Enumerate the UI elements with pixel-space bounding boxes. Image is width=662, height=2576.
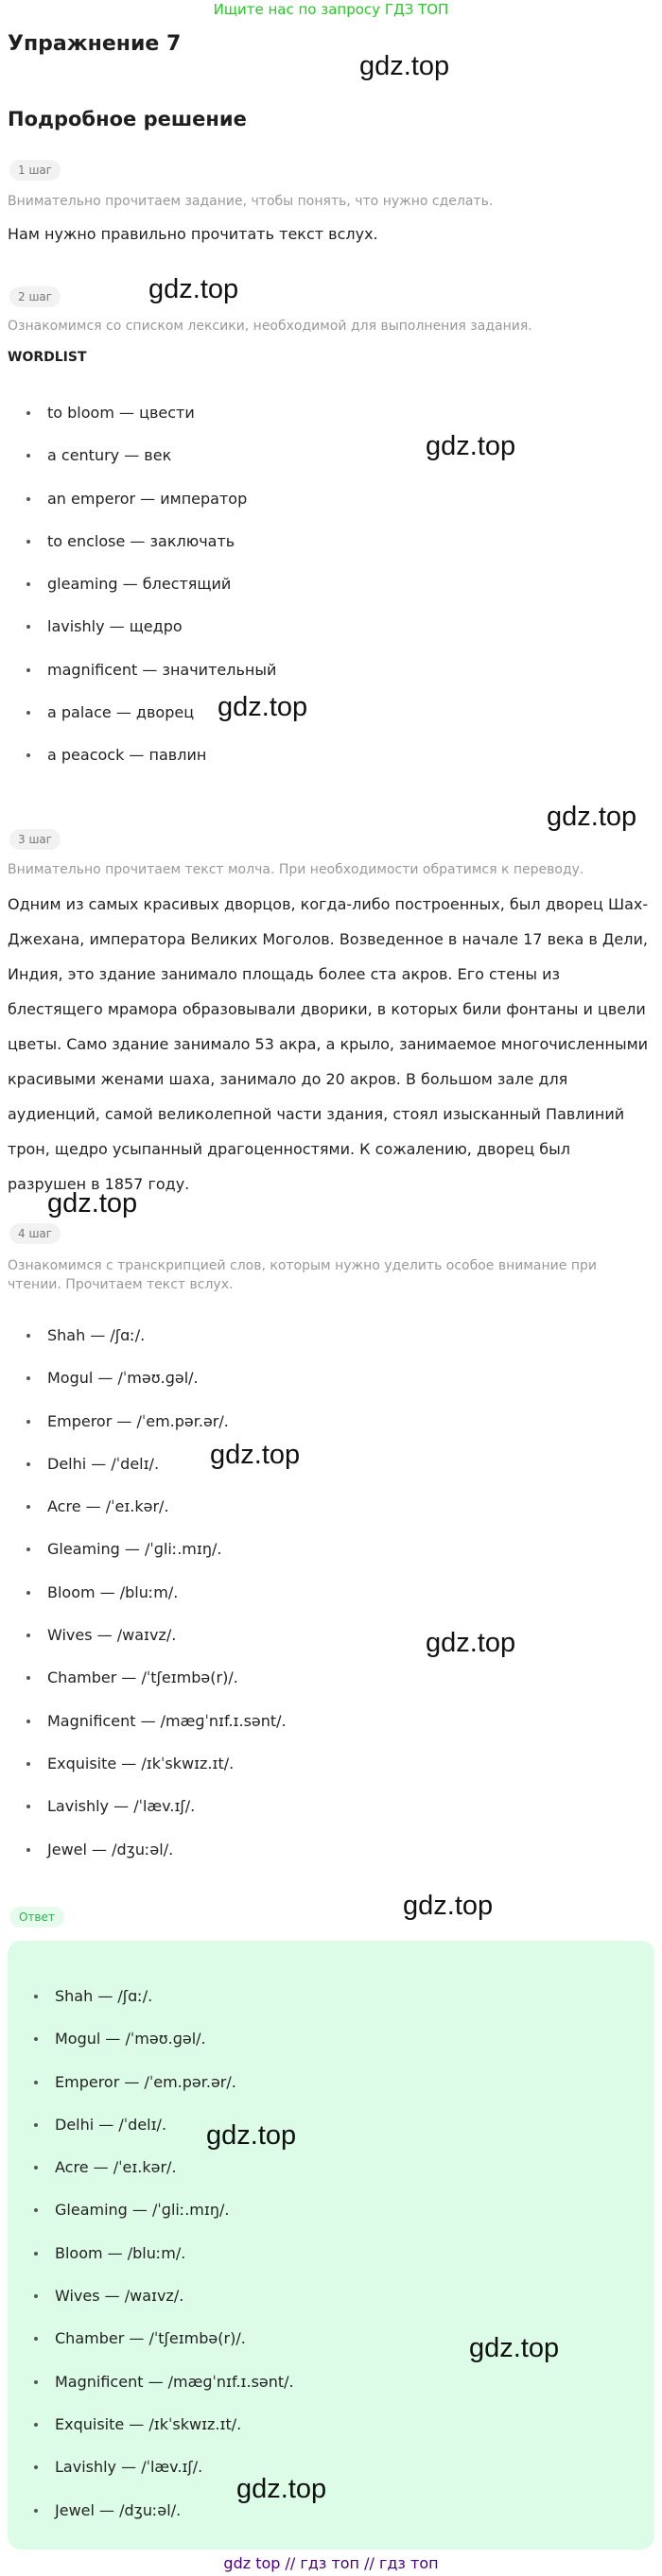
answer-item: Acre — /ˈeɪ.kər/.	[17, 2146, 603, 2188]
step-2-badge: 2 шаг	[9, 286, 61, 307]
answer-item: Exquisite — /ɪkˈskwɪz.ɪt/.	[17, 2403, 603, 2446]
step-4-hint: Ознакомимся с транскрипцией слов, которым нужно уделить особое внимание при чтении. Прочитаем текст вслух.	[8, 1258, 597, 1292]
step-1-text: Нам нужно правильно прочитать текст вслух.	[8, 225, 378, 243]
watermark: gdz.top	[403, 1891, 494, 1921]
step-1-hint: Внимательно прочитаем задание, чтобы понять, что нужно сделать.	[8, 194, 494, 209]
answer-item: Jewel — /dʒuːəl/.	[17, 2489, 603, 2532]
step-3-text: Одним из самых красивых дворцов, когда-либо построенных, был дворец Шах-Джехана, императора Великих Моголов. Возведенное в начале 17 века в Дели, Индия, это здание занимало площадь более ста акров. Его стены из блестящего мрамора образовывали дворики, в которых били фонтаны и цвели цветы. Само здание занимало 53 акра, а крыло, занимаемое многочисленными красивыми женами шаха, занимало до 20 акров. В большом зале для аудиенций, самой великолепной части здания, стоял изысканный Павлиний трон, щедро усыпанный драгоценностями. К сожалению, дворец был разрушен в 1857 году.	[8, 895, 649, 1193]
watermark: gdz.top	[210, 1440, 301, 1470]
answer-item: Bloom — /bluːm/.	[17, 2232, 603, 2274]
step-4-badge: 4 шаг	[9, 1223, 61, 1244]
transcription-item: Magnificent — /mæɡˈnɪf.ɪ.sənt/.	[9, 1700, 596, 1742]
watermark: gdz.top	[236, 2474, 327, 2504]
watermark: gdz.top	[218, 692, 308, 722]
transcription-item: Mogul — /ˈməʊ.ɡəl/.	[9, 1357, 596, 1399]
transcription-item: Shah — /ʃɑː/.	[9, 1314, 596, 1357]
transcription-item: Emperor — /ˈem.pər.ər/.	[9, 1400, 596, 1443]
wordlist-item: an emperor — император	[9, 477, 596, 520]
transcription-item: Chamber — /ˈtʃeɪmbə(r)/.	[9, 1656, 596, 1699]
wordlist-item: a peacock — павлин	[9, 734, 596, 776]
transcription-list	[9, 1314, 596, 1871]
watermark: gdz.top	[547, 802, 637, 832]
answer-item: Gleaming — /ˈɡliː.mɪŋ/.	[17, 2188, 603, 2231]
transcription-item: Lavishly — /ˈlæv.ɪʃ/.	[9, 1785, 596, 1827]
wordlist-item: to bloom — цвести	[9, 391, 596, 434]
step-1-badge: 1 шаг	[9, 160, 61, 181]
wordlist-item: lavishly — щедро	[9, 605, 596, 648]
watermark: gdz.top	[469, 2333, 560, 2363]
watermark: gdz.top	[426, 1628, 516, 1658]
transcription-item: Gleaming — /ˈɡliː.mɪŋ/.	[9, 1528, 596, 1570]
answer-badge: Ответ	[9, 1907, 64, 1928]
transcription-item: Acre — /ˈeɪ.kər/.	[9, 1485, 596, 1528]
answer-item: Lavishly — /ˈlæv.ɪʃ/.	[17, 2446, 603, 2488]
wordlist-item: magnificent — значительный	[9, 648, 596, 691]
answer-item: Mogul — /ˈməʊ.ɡəl/.	[17, 2017, 603, 2060]
step-3-hint: Внимательно прочитаем текст молча. При необходимости обратимся к переводу.	[8, 862, 584, 877]
watermark: gdz.top	[359, 51, 450, 81]
section-title: Подробное решение	[8, 108, 247, 130]
transcription-item: Jewel — /dʒuːəl/.	[9, 1828, 596, 1871]
answer-item: Wives — /waɪvz/.	[17, 2274, 603, 2317]
footer-links[interactable]: gdz top // гдз топ // гдз топ	[223, 2554, 439, 2572]
answer-item: Shah — /ʃɑː/.	[17, 1975, 603, 2017]
answer-item: Emperor — /ˈem.pər.ər/.	[17, 2061, 603, 2103]
watermark: gdz.top	[206, 2120, 297, 2151]
transcription-item: Delhi — /ˈdelɪ/.	[9, 1443, 596, 1485]
answer-item: Delhi — /ˈdelɪ/.	[17, 2103, 603, 2146]
wordlist-item: a century — век	[9, 434, 596, 476]
answer-list	[17, 1975, 603, 2532]
answer-item: Magnificent — /mæɡˈnɪf.ɪ.sənt/.	[17, 2360, 603, 2403]
wordlist-title: WORDLIST	[8, 350, 87, 365]
step-2-hint: Ознакомимся со списком лексики, необходимой для выполнения задания.	[8, 319, 532, 334]
transcription-item: Wives — /waɪvz/.	[9, 1614, 596, 1656]
watermark: gdz.top	[47, 1188, 138, 1219]
watermark: gdz.top	[426, 431, 516, 461]
wordlist-item: gleaming — блестящий	[9, 562, 596, 605]
page-title: Упражнение 7	[8, 32, 182, 56]
transcription-item: Bloom — /bluːm/.	[9, 1571, 596, 1614]
watermark: gdz.top	[148, 274, 239, 304]
answer-item: Chamber — /ˈtʃeɪmbə(r)/.	[17, 2317, 603, 2360]
search-banner[interactable]: Ищите нас по запросу ГДЗ ТОП	[213, 1, 449, 18]
wordlist-item: a palace — дворец	[9, 691, 596, 734]
step-3-badge: 3 шаг	[9, 829, 61, 850]
wordlist-item: to enclose — заключать	[9, 520, 596, 562]
transcription-item: Exquisite — /ɪkˈskwɪz.ɪt/.	[9, 1742, 596, 1785]
answer-box	[8, 1941, 654, 2550]
